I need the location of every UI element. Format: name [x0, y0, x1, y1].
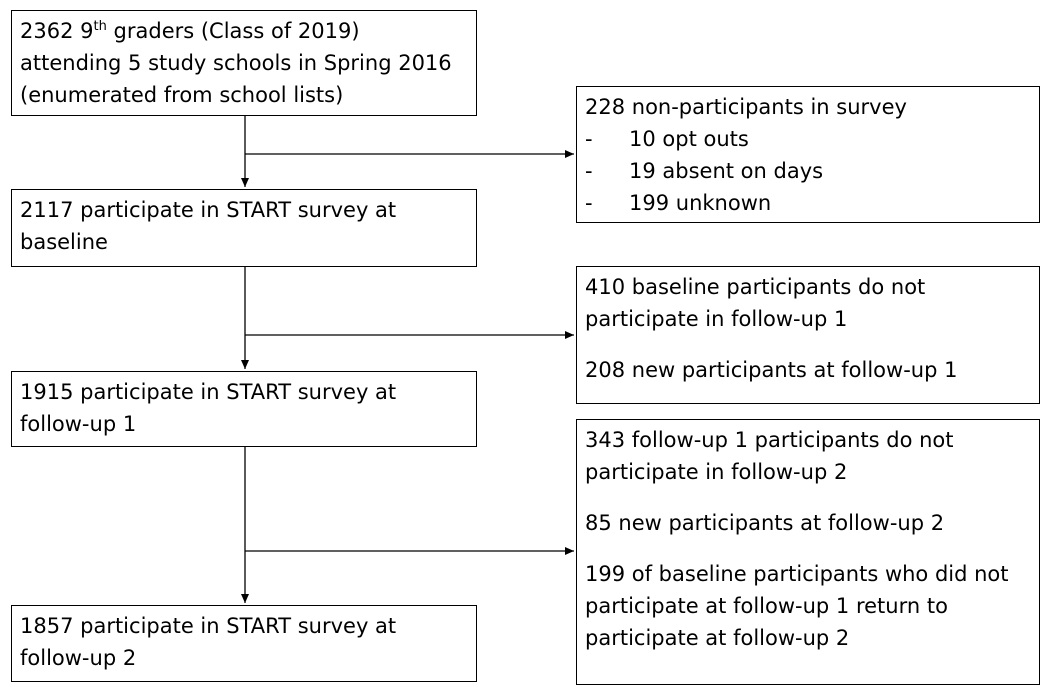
list-item-text: 199 unknown: [629, 191, 772, 215]
box-side-2-line-2: participate in follow-up 1: [585, 307, 848, 331]
list-item: [585, 155, 1031, 187]
bullet-dash: -: [585, 127, 593, 151]
spacer: [585, 335, 1031, 354]
box-follow-up-2-participants: [11, 605, 477, 682]
box-side-3-line-4: 199 of baseline participants who did not: [585, 562, 1009, 586]
box-main-4-line-1: 1857 participate in START survey at: [20, 614, 397, 638]
list-item: [585, 187, 1031, 219]
bullet-dash: -: [585, 159, 593, 183]
box-main-1-line-1: [20, 15, 468, 47]
box-main-3-line-1: 1915 participate in START survey at: [20, 380, 397, 404]
enumerated-count: 2362: [20, 19, 74, 43]
grade-number: 9: [80, 19, 94, 43]
list-item-text: 10 opt outs: [629, 127, 749, 151]
box-side-2-line-3: 208 new participants at follow-up 1: [585, 358, 958, 382]
box-side-3-line-5: participate at follow-up 1 return to: [585, 594, 948, 618]
box-main-1-line-3: (enumerated from school lists): [20, 83, 344, 107]
spacer: [585, 488, 1031, 507]
box-side-3-line-3: 85 new participants at follow-up 2: [585, 511, 945, 535]
box-non-participants: [576, 86, 1040, 223]
box-side-3-line-1: 343 follow-up 1 participants do not: [585, 428, 954, 452]
box-main-4-line-2: follow-up 2: [20, 646, 137, 670]
box-follow-up-1-changes: [576, 266, 1040, 404]
box-follow-up-2-changes: [576, 419, 1040, 685]
grade-superscript: th: [93, 19, 107, 34]
box-main-2-line-2: baseline: [20, 230, 108, 254]
box-baseline-participants: [11, 189, 477, 267]
box-side-2-line-1: 410 baseline participants do not: [585, 275, 926, 299]
bullet-dash: -: [585, 191, 593, 215]
box-main-1-line-2: attending 5 study schools in Spring 2016: [20, 51, 452, 75]
box-enumerated-9th-graders: [11, 10, 477, 116]
box-follow-up-1-participants: [11, 371, 477, 447]
box-main-2-line-1: 2117 participate in START survey at: [20, 198, 397, 222]
grade-rest-text: graders (Class of 2019): [106, 19, 360, 43]
box-side-3-line-2: participate in follow-up 2: [585, 460, 848, 484]
non-participants-title: 228 non-participants in survey: [585, 95, 907, 119]
box-main-3-line-2: follow-up 1: [20, 412, 137, 436]
box-side-3-line-6: participate at follow-up 2: [585, 626, 850, 650]
spacer: [585, 539, 1031, 558]
list-item: [585, 123, 1031, 155]
list-item-text: 19 absent on days: [629, 159, 824, 183]
